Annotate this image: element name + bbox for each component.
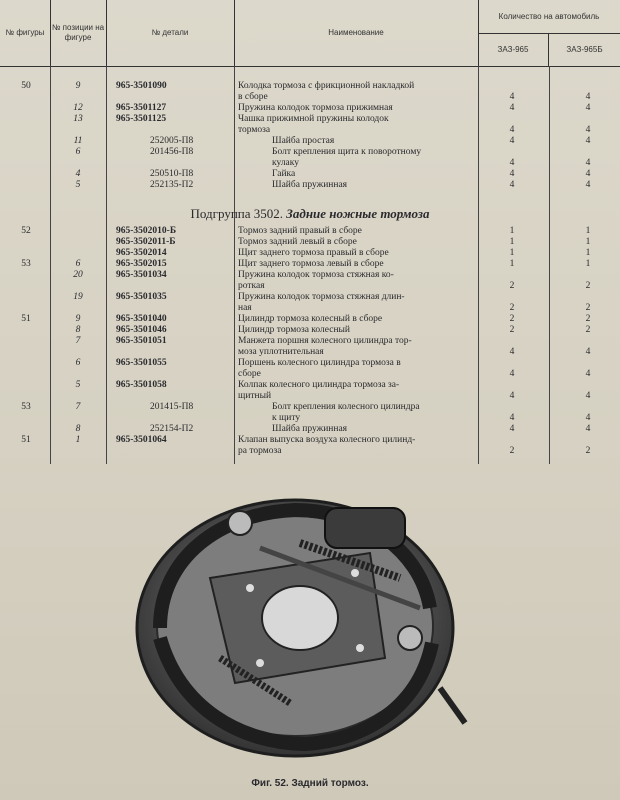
header-qty: [478, 0, 620, 66]
row-qty-zaz965: 4: [509, 424, 515, 434]
row-name: в сборе: [238, 92, 268, 102]
row-qty-zaz965: 1: [509, 226, 515, 236]
row-pos-no: 19: [73, 292, 83, 302]
row-pos-no: 6: [75, 147, 81, 157]
row-name: Чашка прижимной пружины колодок: [238, 114, 389, 124]
row-name: ра тормоза: [238, 446, 282, 456]
row-qty-zaz965b: 1: [585, 248, 591, 258]
table-row: [0, 281, 620, 292]
table-row: [0, 325, 620, 336]
table-row: [0, 391, 620, 402]
table-row: [0, 103, 620, 114]
row-name: Манжета поршня колесного цилиндра тор-: [238, 336, 412, 346]
row-name: Болт крепления колесного цилиндра: [272, 402, 420, 412]
row-pos-no: 5: [75, 380, 81, 390]
table-row: [0, 402, 620, 413]
header-qty-zaz965: ЗАЗ-965: [478, 34, 549, 66]
row-qty-zaz965b: 4: [585, 391, 591, 401]
row-qty-zaz965b: 4: [585, 125, 591, 135]
row-qty-zaz965: 1: [509, 248, 515, 258]
row-name: роткая: [238, 281, 265, 291]
row-pos-no: 7: [75, 402, 81, 412]
row-part-no: 965-3502010-Б: [116, 226, 177, 236]
row-name: Клапан выпуска воздуха колесного цилинд-: [238, 435, 416, 445]
row-qty-zaz965b: 4: [585, 413, 591, 423]
row-part-no: 965-3501040: [116, 314, 167, 324]
row-part-no: 252135-П2: [150, 180, 194, 190]
row-qty-zaz965b: 4: [585, 180, 591, 190]
row-pos-no: 12: [73, 103, 83, 113]
row-qty-zaz965b: 4: [585, 169, 591, 179]
row-qty-zaz965b: 1: [585, 237, 591, 247]
row-part-no: 965-3501051: [116, 336, 167, 346]
row-part-no: 965-3501064: [116, 435, 167, 445]
row-pos-no: 13: [73, 114, 83, 124]
row-part-no: 201415-П8: [150, 402, 194, 412]
row-name: Пружина колодок тормоза прижимная: [238, 103, 393, 113]
row-part-no: 252005-П8: [150, 136, 194, 146]
row-qty-zaz965b: 1: [585, 259, 591, 269]
table-row: [0, 358, 620, 369]
rear-brake-illustration: [120, 468, 480, 768]
row-name: Поршень колесного цилиндра тормоза в: [238, 358, 401, 368]
table-row: [0, 259, 620, 270]
row-qty-zaz965b: 4: [585, 92, 591, 102]
row-pos-no: 1: [75, 435, 81, 445]
row-pos-no: 6: [75, 358, 81, 368]
row-pos-no: 8: [75, 325, 81, 335]
row-qty-zaz965b: 4: [585, 103, 591, 113]
row-name: Цилиндр тормоза колесный: [238, 325, 351, 335]
header-qty-zaz965b: ЗАЗ-965Б: [566, 45, 603, 54]
row-part-no: 965-3501127: [116, 103, 167, 113]
figure-caption: Фиг. 52. Задний тормоз.: [251, 778, 369, 789]
table-row: [0, 147, 620, 158]
table-row: [0, 237, 620, 248]
row-fig-no: 50: [21, 81, 31, 91]
row-qty-zaz965b: 2: [585, 446, 591, 456]
header-pos-no: № позиции на фигуре: [50, 0, 107, 66]
row-part-no: 201456-П8: [150, 147, 194, 157]
row-pos-no: 6: [75, 259, 81, 269]
row-part-no: 965-3502014: [116, 248, 167, 258]
table-row: [0, 226, 620, 237]
row-name: Колодка тормоза с фрикционной накладкой: [238, 81, 415, 91]
row-qty-zaz965: 2: [509, 314, 515, 324]
row-part-no: 252154-П2: [150, 424, 194, 434]
row-qty-zaz965b: 4: [585, 424, 591, 434]
row-part-no: 965-3501058: [116, 380, 167, 390]
row-qty-zaz965: 4: [509, 413, 515, 423]
row-name: Болт крепления щита к поворотному: [272, 147, 422, 157]
row-name: щитный: [238, 391, 272, 401]
table-row: [0, 380, 620, 391]
row-qty-zaz965: 4: [509, 103, 515, 113]
row-qty-zaz965b: 2: [585, 281, 591, 291]
table-row: [0, 158, 620, 169]
row-part-no: 250510-П8: [150, 169, 194, 179]
table-row: [0, 413, 620, 424]
table-row: [0, 303, 620, 314]
row-pos-no: 20: [73, 270, 83, 280]
row-name: Цилиндр тормоза колесный в сборе: [238, 314, 383, 324]
row-name: Гайка: [272, 169, 296, 179]
row-qty-zaz965: 1: [509, 259, 515, 269]
row-name: Щит заднего тормоза левый в сборе: [238, 259, 384, 269]
table-row: [0, 369, 620, 380]
row-part-no: 965-3501090: [116, 81, 167, 91]
row-part-no: 965-3501046: [116, 325, 167, 335]
row-name: Шайба простая: [272, 136, 335, 146]
header-name: Наименование: [234, 0, 479, 66]
row-fig-no: 52: [21, 226, 31, 236]
header-part-no: № детали: [106, 0, 235, 66]
row-pos-no: 7: [75, 336, 81, 346]
row-qty-zaz965: 2: [509, 325, 515, 335]
row-name: Тормоз задний левый в сборе: [238, 237, 357, 247]
header-qty-title: Количество на автомобиль: [478, 0, 620, 34]
row-qty-zaz965: 4: [509, 125, 515, 135]
table-row: [0, 125, 620, 136]
subgroup-heading: [0, 206, 620, 222]
row-name: сборе: [238, 369, 261, 379]
row-qty-zaz965b: 4: [585, 369, 591, 379]
row-pos-no: 9: [75, 81, 81, 91]
row-part-no: 965-3501035: [116, 292, 167, 302]
table-row: [0, 435, 620, 446]
row-qty-zaz965: 4: [509, 391, 515, 401]
row-qty-zaz965b: 4: [585, 347, 591, 357]
row-qty-zaz965b: 4: [585, 158, 591, 168]
row-name: Пружина колодок тормоза стяжная ко-: [238, 270, 394, 280]
row-pos-no: 4: [75, 169, 81, 179]
table-row: [0, 347, 620, 358]
row-name: Шайба пружинная: [272, 180, 348, 190]
row-qty-zaz965: 4: [509, 347, 515, 357]
row-qty-zaz965: 4: [509, 180, 515, 190]
row-name: Пружина колодок тормоза стяжная длин-: [238, 292, 405, 302]
row-pos-no: 9: [75, 314, 81, 324]
row-qty-zaz965: 1: [509, 237, 515, 247]
table-row: [0, 136, 620, 147]
table-row: [0, 180, 620, 191]
row-name: кулаку: [272, 158, 300, 168]
row-pos-no: 5: [75, 180, 81, 190]
row-part-no: 965-3502015: [116, 259, 167, 269]
row-part-no: 965-3502011-Б: [116, 237, 176, 247]
row-qty-zaz965b: 4: [585, 136, 591, 146]
table-row: [0, 270, 620, 281]
row-name: ная: [238, 303, 252, 313]
row-fig-no: 53: [21, 402, 31, 412]
row-part-no: 965-3501034: [116, 270, 167, 280]
row-fig-no: 53: [21, 259, 31, 269]
row-part-no: 965-3501055: [116, 358, 167, 368]
row-name: Шайба пружинная: [272, 424, 348, 434]
table-row: [0, 248, 620, 259]
row-qty-zaz965: 4: [509, 92, 515, 102]
header-fig-no: № фигуры: [0, 0, 51, 66]
subgroup-title: Задние ножные тормоза: [286, 206, 430, 221]
row-qty-zaz965: 4: [509, 158, 515, 168]
row-pos-no: 11: [73, 136, 83, 146]
row-qty-zaz965b: 2: [585, 314, 591, 324]
table-row: [0, 169, 620, 180]
row-name: Щит заднего тормоза правый в сборе: [238, 248, 389, 258]
row-qty-zaz965: 4: [509, 169, 515, 179]
table-row: [0, 336, 620, 347]
row-qty-zaz965: 4: [509, 369, 515, 379]
table-row: [0, 92, 620, 103]
row-name: к щиту: [272, 413, 301, 423]
table-row: [0, 446, 620, 457]
row-qty-zaz965b: 2: [585, 303, 591, 313]
row-name: тормоза: [238, 125, 271, 135]
row-qty-zaz965b: 2: [585, 325, 591, 335]
row-name: Тормоз задний правый в сборе: [238, 226, 362, 236]
table-row: [0, 424, 620, 435]
row-fig-no: 51: [21, 435, 31, 445]
row-part-no: 965-3501125: [116, 114, 167, 124]
row-pos-no: 8: [75, 424, 81, 434]
table-row: [0, 81, 620, 92]
row-fig-no: 51: [21, 314, 31, 324]
row-qty-zaz965b: 1: [585, 226, 591, 236]
subgroup-prefix: Подгруппа 3502.: [190, 206, 284, 221]
row-qty-zaz965: 2: [509, 281, 515, 291]
row-qty-zaz965: 2: [509, 446, 515, 456]
row-name: Колпак колесного цилиндра тормоза за-: [238, 380, 400, 390]
row-qty-zaz965: 2: [509, 303, 515, 313]
table-header: [0, 0, 620, 67]
row-name: моза уплотнительная: [238, 347, 324, 357]
table-row: [0, 114, 620, 125]
row-qty-zaz965: 4: [509, 136, 515, 146]
table-row: [0, 314, 620, 325]
table-row: [0, 292, 620, 303]
